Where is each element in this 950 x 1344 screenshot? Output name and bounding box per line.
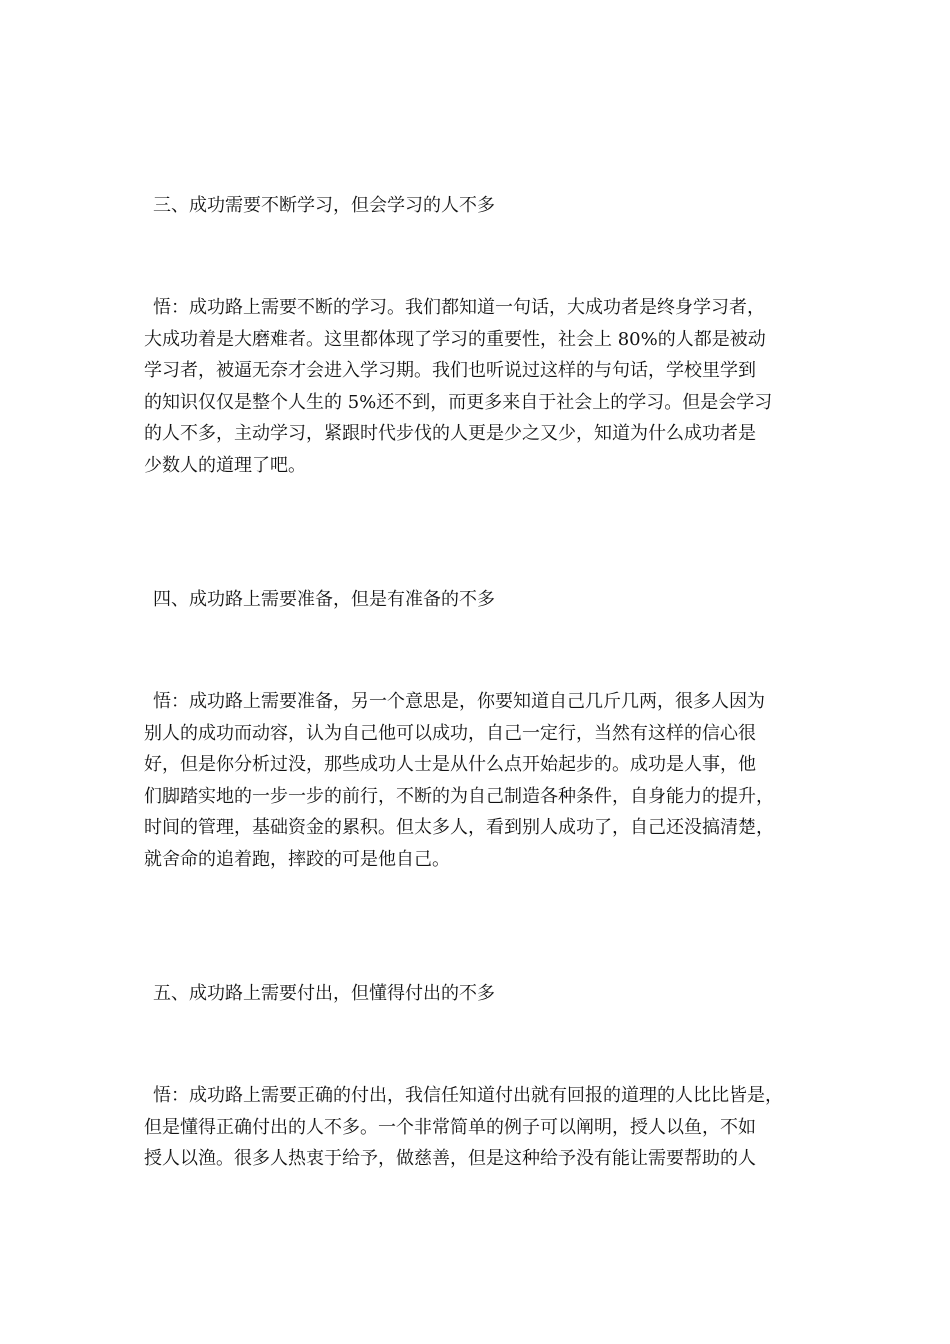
paragraph-line: 授人以渔。很多人热衷于给予，做慈善，但是这种给予没有能让需要帮助的人	[144, 1148, 756, 1170]
section-paragraph-4	[144, 686, 824, 876]
section-paragraph-3	[144, 292, 824, 482]
paragraph-line: 少数人的道理了吧。	[144, 454, 306, 476]
paragraph-line: 别人的成功而动容，认为自己他可以成功，自己一定行，当然有这样的信心很	[144, 722, 756, 744]
paragraph-line: 时间的管理，基础资金的累积。但太多人，看到别人成功了，自己还没搞清楚，	[144, 817, 774, 839]
section-heading-5: 五、成功路上需要付出，但懂得付出的不多	[153, 983, 495, 1004]
paragraph-line: 但是懂得正确付出的人不多。一个非常简单的例子可以阐明，授人以鱼，不如	[144, 1116, 756, 1138]
paragraph-line: 的人不多，主动学习，紧跟时代步伐的人更是少之又少，知道为什么成功者是	[144, 423, 756, 445]
section-heading-4: 四、成功路上需要准备，但是有准备的不多	[153, 589, 495, 610]
paragraph-line: 大成功着是大磨难者。这里都体现了学习的重要性，社会上 80%的人都是被动	[144, 328, 766, 350]
paragraph-line: 学习者，被逼无奈才会进入学习期。我们也听说过这样的与句话，学校里学到	[144, 360, 756, 382]
paragraph-line: 悟：成功路上需要准备，另一个意思是，你要知道自己几斤几两，很多人因为	[153, 691, 765, 712]
paragraph-line: 的知识仅仅是整个人生的 5%还不到，而更多来自于社会上的学习。但是会学习	[144, 391, 773, 413]
paragraph-line: 悟：成功路上需要正确的付出，我信任知道付出就有回报的道理的人比比皆是，	[153, 1085, 783, 1106]
paragraph-line: 们脚踏实地的一步一步的前行，不断的为自己制造各种条件，自身能力的提升，	[144, 785, 774, 807]
section-paragraph-5	[144, 1080, 824, 1175]
paragraph-line: 悟：成功路上需要不断的学习。我们都知道一句话，大成功者是终身学习者，	[153, 297, 765, 318]
paragraph-line: 好，但是你分析过没，那些成功人士是从什么点开始起步的。成功是人事，他	[144, 754, 756, 776]
paragraph-line: 就舍命的追着跑，摔跤的可是他自己。	[144, 848, 450, 870]
section-heading-3: 三、成功需要不断学习，但会学习的人不多	[153, 195, 495, 216]
